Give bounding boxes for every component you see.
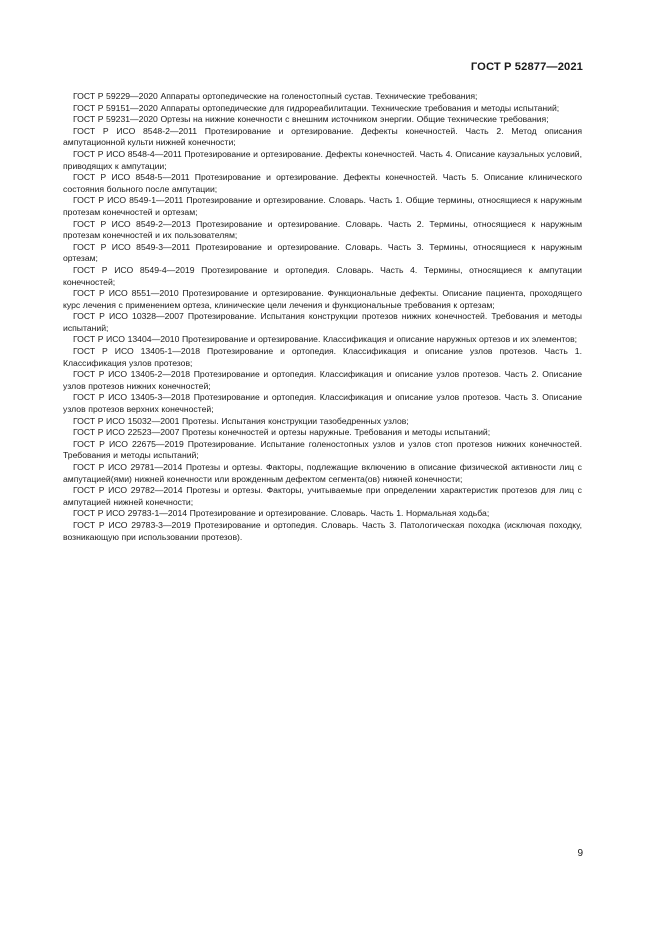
- reference-entry: ГОСТ Р ИСО 29782—2014 Протезы и ортезы. Факторы, учитываемые при определении характеристик протезов для лиц с ампутацией нижней конечности;: [63, 485, 582, 507]
- reference-entry: ГОСТ Р 59229—2020 Аппараты ортопедические на голеностопный сустав. Технические требования;: [73, 91, 478, 101]
- reference-entry: ГОСТ Р ИСО 22675—2019 Протезирование. Испытание голеностопных узлов и узлов стоп протезов нижних конечностей. Требования и методы испытаний;: [63, 438, 582, 461]
- reference-entry: ГОСТ Р ИСО 29783-1—2014 Протезирование и ортезирование. Словарь. Часть 1. Нормальная ходьба;: [73, 508, 490, 519]
- reference-entry: ГОСТ Р 59231—2020 Ортезы на нижние конечности с внешним источником энергии. Общие технические требования;: [73, 114, 549, 125]
- reference-entry: ГОСТ Р ИСО 13405-2—2018 Протезирование и ортопедия. Классификация и описание узлов протезов. Часть 2. Описание узлов протезов нижних конечностей;: [63, 369, 582, 391]
- reference-entry: ГОСТ Р ИСО 29781—2014 Протезы и ортезы. Факторы, подлежащие включению в описание физической активности лиц с ампутацией(ями) нижней конечности или врожденным дефектом сегмента(ов) нижней конечности;: [63, 462, 582, 484]
- reference-entry: ГОСТ Р ИСО 10328—2007 Протезирование. Испытания конструкции протезов нижних конечностей. Требования и методы испытаний;: [63, 311, 582, 333]
- reference-entry: ГОСТ Р ИСО 8549-1—2011 Протезирование и ортезирование. Словарь. Часть 1. Общие термины, относящиеся к наружным протезам конечностей и ортезам;: [63, 195, 582, 217]
- reference-entry: ГОСТ Р ИСО 22523—2007 Протезы конечностей и ортезы наружные. Требования и методы испытаний;: [73, 427, 491, 438]
- reference-entry: ГОСТ Р ИСО 13405-3—2018 Протезирование и ортопедия. Классификация и описание узлов протезов. Часть 3. Описание узлов протезов верхних конечностей;: [63, 392, 582, 415]
- reference-entry: ГОСТ Р ИСО 15032—2001 Протезы. Испытания конструкции тазобедренных узлов;: [73, 415, 409, 426]
- reference-entry: ГОСТ Р 59151—2020 Аппараты ортопедические для гидрореабилитации. Технические требования и методы испытаний;: [73, 102, 560, 113]
- page-number: 9: [577, 848, 583, 859]
- reference-entry: ГОСТ Р ИСО 8548-2—2011 Протезирование и ортезирование. Дефекты конечностей. Часть 2. Метод описания ампутационной культи нижней конечности;: [63, 125, 582, 148]
- document-code-header: ГОСТ Р 52877—2021: [470, 61, 583, 73]
- reference-entry: ГОСТ Р ИСО 8548-5—2011 Протезирование и ортезирование. Дефекты конечностей. Часть 5. Описание клинического состояния больного после ампутации;: [63, 172, 582, 194]
- reference-entry: ГОСТ Р ИСО 8551—2010 Протезирование и ортезирование. Функциональные дефекты. Описание пациента, проходящего курс лечения с применением ортеза, клинические цели лечения и функциональные требования к ортезам;: [63, 288, 582, 310]
- reference-entry: ГОСТ Р ИСО 8549-3—2011 Протезирование и ортезирование. Словарь. Часть 3. Термины, относящиеся к наружным ортезам;: [63, 241, 582, 264]
- reference-entry: ГОСТ Р ИСО 8548-4—2011 Протезирование и ортезирование. Дефекты конечностей. Часть 4. Описание каузальных условий, приводящих к ампутации;: [63, 148, 582, 171]
- reference-entry: ГОСТ Р ИСО 13405-1—2018 Протезирование и ортопедия. Классификация и описание узлов протезов. Часть 1. Классификация узлов протезов;: [63, 346, 582, 368]
- reference-entry: ГОСТ Р ИСО 8549-2—2013 Протезирование и ортезирование. Словарь. Часть 2. Термины, относящиеся к наружным протезам конечностей и их пользователям;: [63, 218, 582, 241]
- normative-references-list: [63, 91, 582, 543]
- reference-entry: ГОСТ Р ИСО 13404—2010 Протезирование и ортезирование. Классификация и описание наружных ортезов и их элементов;: [73, 334, 578, 345]
- reference-entry: ГОСТ Р ИСО 29783-3—2019 Протезирование и ортопедия. Словарь. Часть 3. Патологическая походка (исключая походку, возникающую при использовании протезов).: [63, 519, 582, 542]
- reference-entry: ГОСТ Р ИСО 8549-4—2019 Протезирование и ортопедия. Словарь. Часть 4. Термины, относящиеся к ампутации конечностей;: [63, 264, 582, 287]
